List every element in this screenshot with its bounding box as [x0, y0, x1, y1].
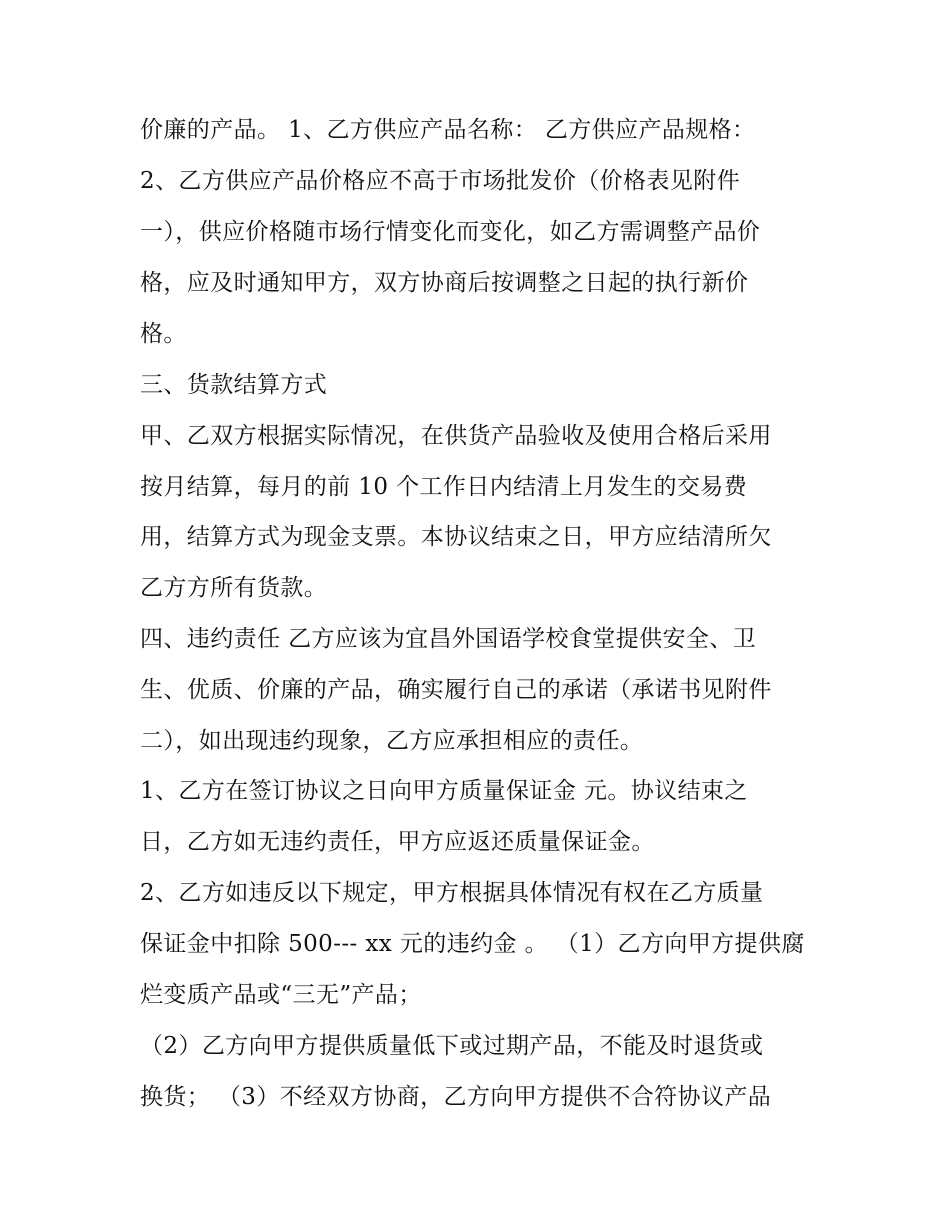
- text-line: （2）乙方向甲方提供质量低下或过期产品，不能及时退货或: [140, 1033, 764, 1059]
- text-line: 按月结算，每月的前 10 个工作日内结清上月发生的交易费: [140, 474, 748, 500]
- text-line: 2、乙方供应产品价格应不高于市场批发价（价格表见附件: [140, 168, 741, 194]
- text-line: 一），供应价格随市场行情变化而变化，如乙方需调整产品价: [140, 219, 761, 245]
- text-line: 价廉的产品。 1、乙方供应产品名称： 乙方供应产品规格：: [140, 117, 756, 143]
- text-line: 生、优质、价廉的产品，确实履行自己的承诺（承诺书见附件: [140, 677, 772, 703]
- text-line: 换货； （3）不经双方协商，乙方向甲方提供不合符协议产品: [140, 1084, 772, 1110]
- text-line: 用，结算方式为现金支票。本协议结束之日，甲方应结清所欠: [140, 524, 772, 550]
- text-line: 保证金中扣除 500--- xx 元的违约金 。 （1）乙方向甲方提供腐: [140, 931, 805, 957]
- section-heading: 四、违约责任 乙方应该为宜昌外国语学校食堂提供安全、卫: [140, 626, 757, 652]
- text-line: 日，乙方如无违约责任，甲方应返还质量保证金。: [140, 829, 655, 855]
- text-line: 格。: [140, 321, 187, 347]
- section-heading: 三、货款结算方式: [140, 372, 328, 398]
- text-line: 烂变质产品或“三无”产品；: [140, 982, 422, 1008]
- text-line: 格，应及时通知甲方，双方协商后按调整之日起的执行新价: [140, 270, 749, 296]
- text-line: 乙方方所有货款。: [140, 575, 328, 601]
- text-line: 2、乙方如违反以下规定，甲方根据具体情况有权在乙方质量: [140, 880, 764, 906]
- text-line: 1、乙方在签订协议之日向甲方质量保证金 元。协议结束之: [140, 778, 748, 804]
- text-line: 二），如出现违约现象，乙方应承担相应的责任。: [140, 728, 644, 754]
- text-line: 甲、乙双方根据实际情况，在供货产品验收及使用合格后采用: [140, 423, 772, 449]
